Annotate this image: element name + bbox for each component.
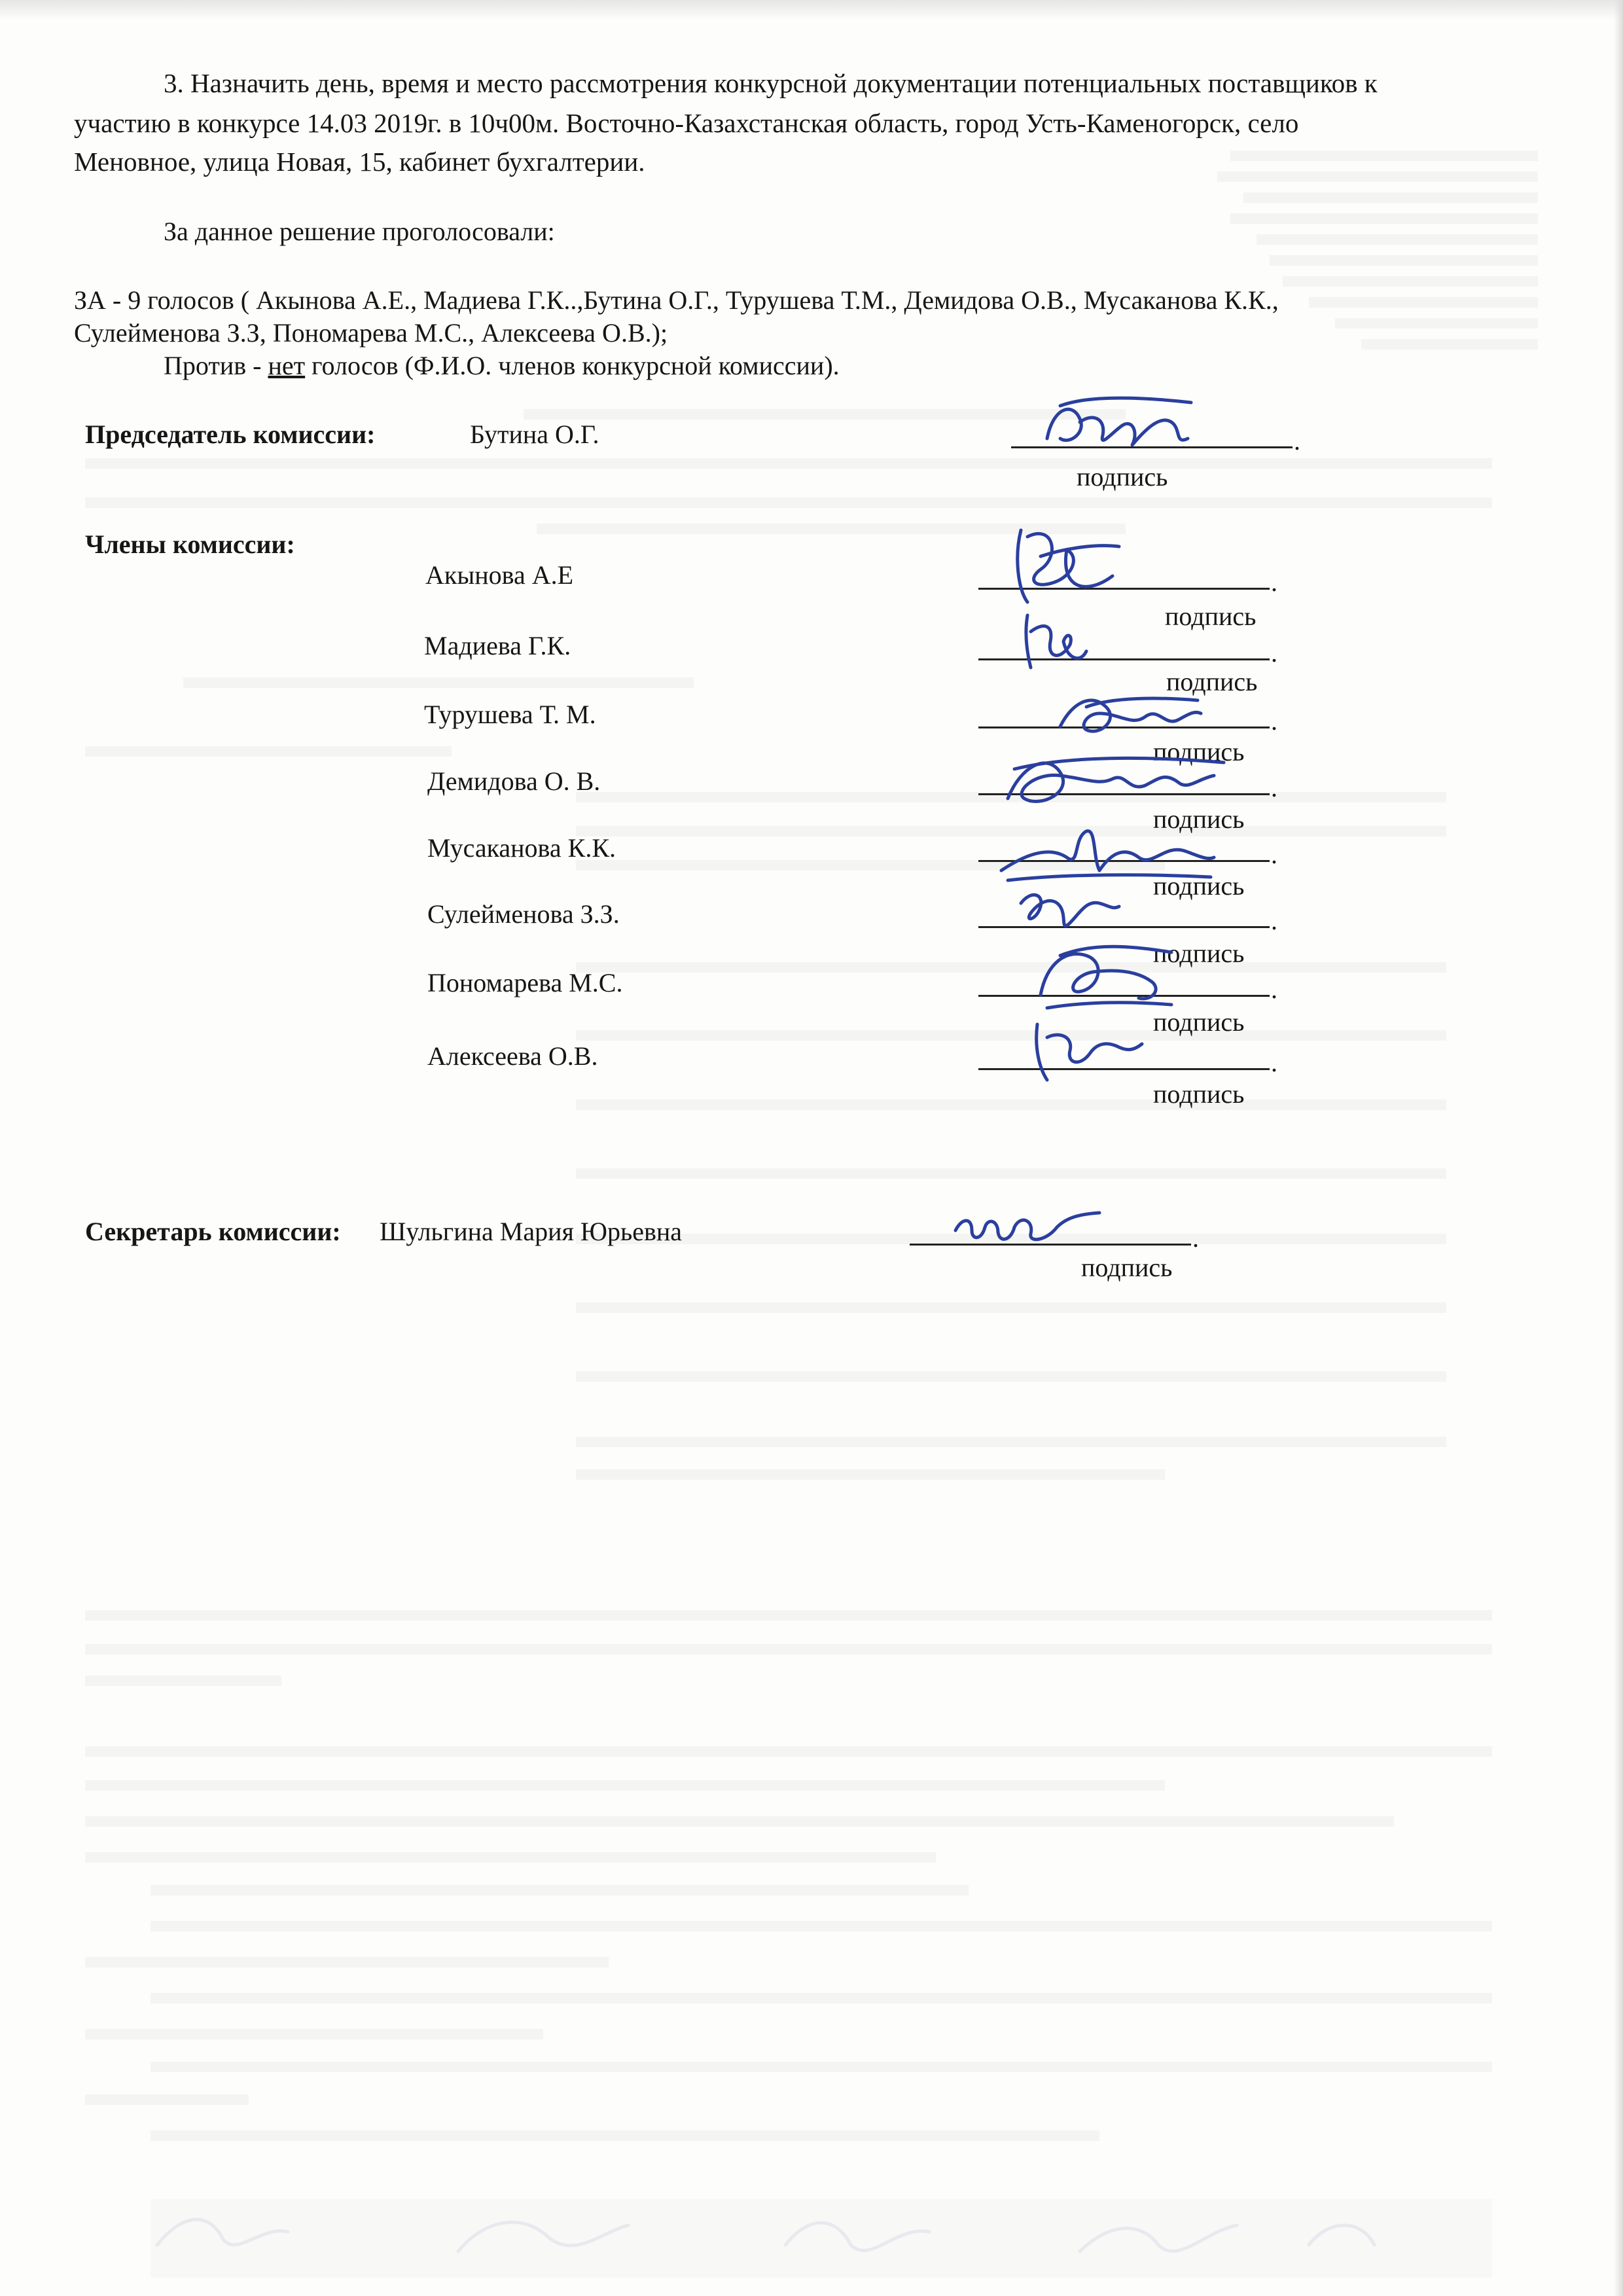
secretary-name: Шульгина Мария Юрьевна: [380, 1217, 683, 1246]
member-signature-dot: .: [1271, 906, 1277, 935]
bleed-through-signatures-icon: [131, 2186, 1440, 2284]
member-handwritten-signature: [1008, 877, 1126, 942]
secretary-signature-dot: .: [1192, 1223, 1199, 1253]
chair-title: Председатель комиссии:: [85, 420, 376, 449]
member-signature-caption: подпись: [1166, 667, 1258, 696]
member-name: Турушева Т. М.: [424, 700, 596, 729]
member-name: Мусаканова К.К.: [427, 833, 616, 863]
member-signature-caption: подпись: [1153, 804, 1245, 834]
member-signature-caption: подпись: [1165, 601, 1257, 631]
vote-against-prefix: Против -: [164, 351, 268, 380]
member-signature-dot: .: [1271, 706, 1277, 736]
members-title: Члены комиссии:: [85, 529, 295, 559]
paragraph-3-line-1: 3. Назначить день, время и место рассмотрения конкурсной документации потенциальных поставщиков к: [164, 68, 1378, 98]
member-name: Алексеева О.В.: [427, 1041, 598, 1071]
chair-name: Бутина О.Г.: [470, 420, 599, 449]
paragraph-3-line-2: участию в конкурсе 14.03 2019г. в 10ч00м. Восточно-Казахстанская область, город Усть-Каменогорск, село: [74, 108, 1299, 138]
member-name: Демидова О. В.: [427, 766, 601, 796]
member-signature-dot: .: [1271, 975, 1277, 1004]
chair-handwritten-signature: [1034, 393, 1204, 465]
member-name: Пономарева М.С.: [427, 968, 623, 997]
member-signature-caption: подпись: [1153, 737, 1245, 766]
secretary-title: Секретарь комиссии:: [85, 1217, 341, 1246]
member-handwritten-signature: [1008, 605, 1099, 677]
vote-intro: За данное решение проголосовали:: [164, 217, 555, 246]
vote-against-suffix: голосов (Ф.И.О. членов конкурсной комиссии).: [305, 351, 840, 380]
member-handwritten-signature: [1021, 1011, 1152, 1090]
member-signature-dot: .: [1271, 773, 1277, 802]
member-name: Сулейменова З.З.: [427, 899, 620, 929]
member-name: Мадиева Г.К.: [424, 631, 571, 660]
member-handwritten-signature: [1047, 681, 1211, 753]
member-name: Акынова А.Е: [425, 560, 574, 590]
member-signature-dot: .: [1271, 638, 1277, 668]
vote-for-line-2: Сулейменова З.З, Пономарева М.С., Алексеева О.В.);: [74, 318, 668, 348]
member-handwritten-signature: [1021, 936, 1185, 1021]
chair-signature-dot: .: [1294, 426, 1300, 456]
scan-right-edge: [1614, 0, 1623, 2296]
member-handwritten-signature: [988, 746, 1237, 818]
member-signature-dot: .: [1271, 1048, 1277, 1077]
member-handwritten-signature: [1001, 517, 1132, 615]
vote-for-line-1: ЗА - 9 голосов ( Акынова А.Е., Мадиева Г.К..,Бутина О.Г., Турушева Т.М., Демидова О.В., Мусаканова К.К.,: [74, 285, 1279, 315]
secretary-signature-caption: подпись: [1081, 1253, 1173, 1282]
chair-signature-caption: подпись: [1077, 462, 1168, 492]
member-signature-caption: подпись: [1153, 939, 1245, 968]
secretary-handwritten-signature: [942, 1194, 1113, 1253]
vote-against-line: [164, 350, 840, 382]
member-signature-dot: .: [1271, 567, 1277, 597]
vote-against-count: нет: [268, 351, 306, 380]
member-signature-dot: .: [1271, 840, 1277, 869]
paragraph-3-line-3: Меновное, улица Новая, 15, кабинет бухгалтерии.: [74, 147, 645, 177]
member-signature-caption: подпись: [1153, 1007, 1245, 1037]
member-signature-caption: подпись: [1153, 871, 1245, 901]
scan-top-edge: [0, 0, 1623, 20]
member-signature-caption: подпись: [1153, 1079, 1245, 1109]
